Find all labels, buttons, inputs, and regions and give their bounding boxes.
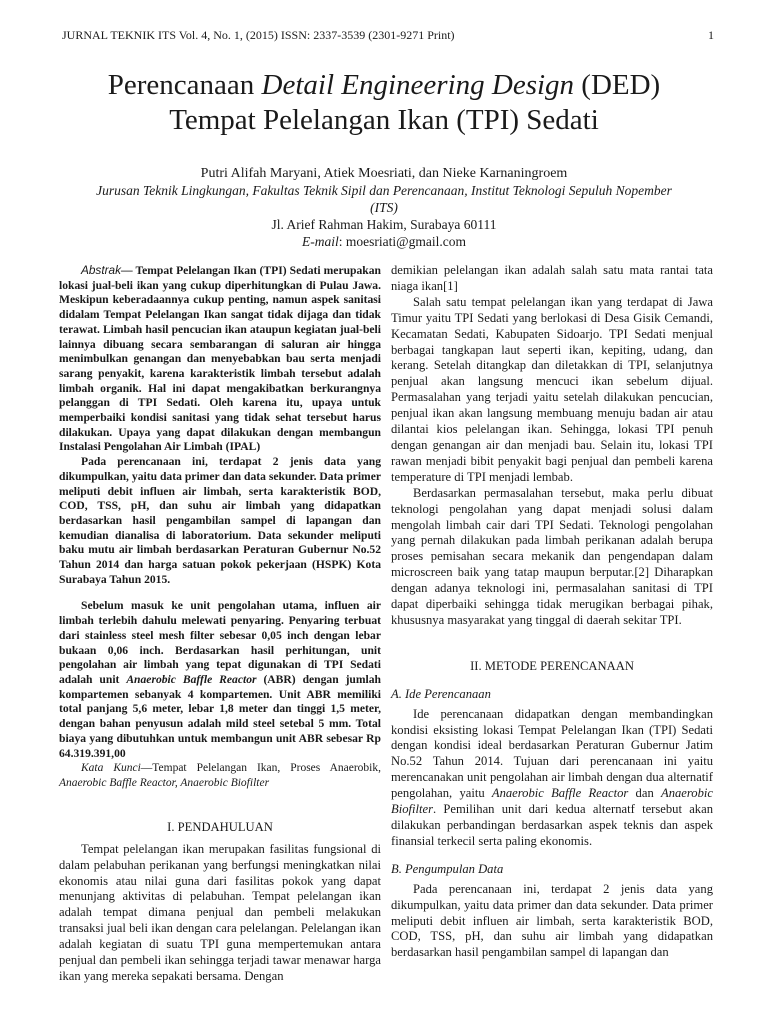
email-address[interactable]: : moesriati@gmail.com xyxy=(338,234,466,249)
title-line2: Tempat Pelelangan Ikan (TPI) Sedati xyxy=(169,104,599,136)
abstract-label: Abstrak xyxy=(81,263,121,277)
method-a-text-1: Ide perencanaan didapatkan dengan membandingkan kondisi eksisting lokasi Tempat Pelelangan Ikan (TPI) Sedati dengan kondisi ideal berdasarkan Peraturan Gubernur Jatim No.52 Tahun 2014. Tujuan dari perencanaan ini yaitu merencanakan unit pengolahan air limbah dengan dua alternatif pengolahan, yaitu xyxy=(391,706,713,801)
title-italic-part: Detail Engineering Design xyxy=(261,69,575,101)
author-block xyxy=(92,165,676,250)
author-names: Putri Alifah Maryani, Atiek Moesriati, dan Nieke Karnaningroem xyxy=(200,166,568,181)
abstract xyxy=(59,263,381,761)
journal-info: JURNAL TEKNIK ITS Vol. 4, No. 1, (2015) ISSN: 2337-3539 (2301-9271 Print) xyxy=(62,28,455,42)
keywords-dash: — xyxy=(140,762,153,775)
intro-paragraph-1: Tempat pelelangan ikan merupakan fasilitas fungsional di dalam pelabuhan perikanan yang berfungsi meningkatkan nilai ekonomis atau nilai guna dari fasilitas pokok yang dapat menunjang aktivitas di pelabuhan. Tempat pelelangan ikan adalah tempat dimana penjual dan pembeli melakukan transaksi jual beli ikan dengan cara pelelangan. Pelelangan ikan adalah kegiatan di suatu TPI guna mempertemukan antara penjual dan pembeli ikan sehingga terjadi tawar menawar harga ikan yang mereka sepakati bersama. Dengan xyxy=(59,841,381,983)
keywords-label: Kata Kunci xyxy=(81,762,141,775)
abstract-p3-italic: Anaerobic Baffle Reactor xyxy=(126,672,257,686)
intro-paragraph-2: Salah satu tempat pelelangan ikan yang terdapat di Jawa Timur yaitu TPI Sedati yang berlokasi di Desa Gisik Cemandi, Kecamatan Sedati, Kabupaten Sidoarjo. TPI Sedati menjual berbagai tangkapan laut seperti ikan, kepiting, udang, dan kerang. Setelah ditangkap dan diletakkan di TPI, selanjutnya penjual akan langsung mencuci ikan sebelum dijual. Permasalahan yang terjadi yaitu setelah dilakukan pencucian, penjual ikan akan langsung membuang menuju badan air atau dilantai kios pelelangan ikan. Sehingga, lokasi TPI penuh dengan genangan air dan menjadi bau. Selain itu, lokasi TPI rawan menjadi bibit penyakit bagi penjual dan pembeli karena temperature di TPI menjadi lembab. xyxy=(391,294,713,484)
abstract-p3 xyxy=(59,599,381,761)
email-label: E-mail xyxy=(302,234,339,249)
section-heading-pendahuluan: I. PENDAHULUAN xyxy=(167,819,273,834)
method-paragraph-b: Pada perencanaan ini, terdapat 2 jenis data yang dikumpulkan, yaitu data primer dan data sekunder. Data primer meliputi debit influen air limbah, serta karakteristik BOD, COD, TSS, pH, dan suhu air limbah yang didapatkan berdasarkan hasil pengambilan sampel di lapangan dan xyxy=(391,881,713,960)
section-heading-metode: II. METODE PERENCANAAN xyxy=(470,658,634,673)
abstract-p1 xyxy=(59,263,381,455)
author-affiliation: Jurusan Teknik Lingkungan, Fakultas Teknik Sipil dan Perencanaan, Institut Teknologi Sepuluh Nopember (ITS) xyxy=(96,183,672,215)
abstract-dash: — xyxy=(121,264,136,277)
intro-paragraph-3: Berdasarkan permasalahan tersebut, maka perlu dibuat teknologi pengolahan yang dapat menjadi solusi dalam mengolah limbah cair dari TPI Sedati. Teknologi pengolahan yang pernah dilakukan pada limbah perikanan adalah berupa proses pemisahan secara mekanik dan pengendapan dalam microscreen baik yang tatap maupun berputar.[2] Diharapkan dengan adanya teknologi ini, permasalahan sanitasi di TPI dapat diperbaiki sehingga tidak merugikan berbagai pihak, khususnya masyarakat yang tinggal di daerah sekitar TPI. xyxy=(391,485,713,627)
keywords xyxy=(59,761,381,790)
method-a-italic-1: Anaerobic Baffle Reactor xyxy=(491,786,629,801)
keywords-text: Tempat Pelelangan Ikan, Proses Anaerobik, xyxy=(152,762,381,775)
method-a-text-2: dan xyxy=(628,786,661,801)
intro-paragraph-1-continued: demikian pelelangan ikan adalah salah satu mata rantai tata niaga ikan[1] xyxy=(391,263,713,293)
abstract-p2: Pada perencanaan ini, terdapat 2 jenis data yang dikumpulkan, yaitu data primer dan data sekunder. Data primer meliputi debit influen air limbah, serta karakteristik BOD, COD, TSS, pH, dan suhu air limbah yang didapatkan berdasarkan hasil pengambilan sampel di lapangan dan kemudian dianalisa di laboratorium. Data sekunder meliputi baku mutu air limbah berdasarkan Peraturan Gubernur No.52 Tahun 2014 dan harga satuan pokok pekerjaan (HSPK) Kota Surabaya Tahun 2015. xyxy=(59,455,381,586)
paper-title xyxy=(40,68,728,138)
title-part3: (DED) xyxy=(574,69,661,101)
method-paragraph-a xyxy=(391,707,713,850)
author-address: Jl. Arief Rahman Hakim, Surabaya 60111 xyxy=(271,217,497,232)
abstract-p3-text-a: Sebelum masuk ke unit pengolahan utama, influen air limbah terlebih dahulu melewati penyaring. Penyaring terbuat dari stainless steel mesh filter sebesar 0,05 inch dengan lebar bukaan 0,06 inch. Berdasarkan hasil perhitungan, unit pengolahan air limbah yang tepat digunakan di TPI Sedati adalah unit xyxy=(59,599,381,686)
left-column xyxy=(59,263,381,985)
method-a-text-3: . Pemilihan unit dari kedua alternatf tersebut akan dilakukan perbandingan berdasarkan aspek teknis dan aspek finansial terkecil serta paling ekonomis. xyxy=(391,802,713,848)
title-part1: Perencanaan xyxy=(107,69,262,101)
method-a-italic-2: Anaerobic Biofilter xyxy=(391,786,713,817)
keywords-italic: Anaerobic Baffle Reactor, Anaerobic Biofilter xyxy=(59,776,270,789)
abstract-p3-text-c: (ABR) dengan jumlah kompartemen sebanyak 4 kompartemen. Unit ABR memiliki total panjang 5,6 meter, lebar 1,8 meter dan tinggi 1,5 meter, dengan bahan penyusun adalah mild steel setebal 5 mm. Total biaya yang dibutuhkan untuk membangun unit ABR sebesar Rp 64.319.391,00 xyxy=(59,672,381,760)
abstract-text-1: Tempat Pelelangan Ikan (TPI) Sedati merupakan lokasi jual-beli ikan yang cukup diperhitungkan di Pulau Jawa. Meskipun keberadaannya cukup penting, namun aspek sanitasi didalam Tempat Pelelangan Ikan sangat tidak dijaga dan tidak terawat. Limbah hasil pencucian ikan ataupun kegiatan jual-beli lainnya dibuang secara sembarangan di saluran air hingga menimbulkan genangan dan menyebabkan bau serta menjadi sarang penyakit, karena karakteristik limbah tersebut adalah limbah organik. Hal ini dapat mengakibatkan berkurangnya pelanggan di TPI Sedati. Oleh karena itu, upaya untuk memperbaiki kondisi sanitasi yang tidak sehat tersebut harus dilakukan. Upaya yang dapat dilakukan dengan membangun Instalasi Pengolahan Air Limbah (IPAL) xyxy=(59,264,381,454)
subsection-ide-perencanaan: A. Ide Perencanaan xyxy=(391,686,491,701)
subsection-pengumpulan-data: B. Pengumpulan Data xyxy=(391,861,504,876)
right-column xyxy=(391,263,713,961)
author-email xyxy=(92,233,676,250)
running-header xyxy=(62,28,714,43)
page-number: 1 xyxy=(708,28,714,42)
